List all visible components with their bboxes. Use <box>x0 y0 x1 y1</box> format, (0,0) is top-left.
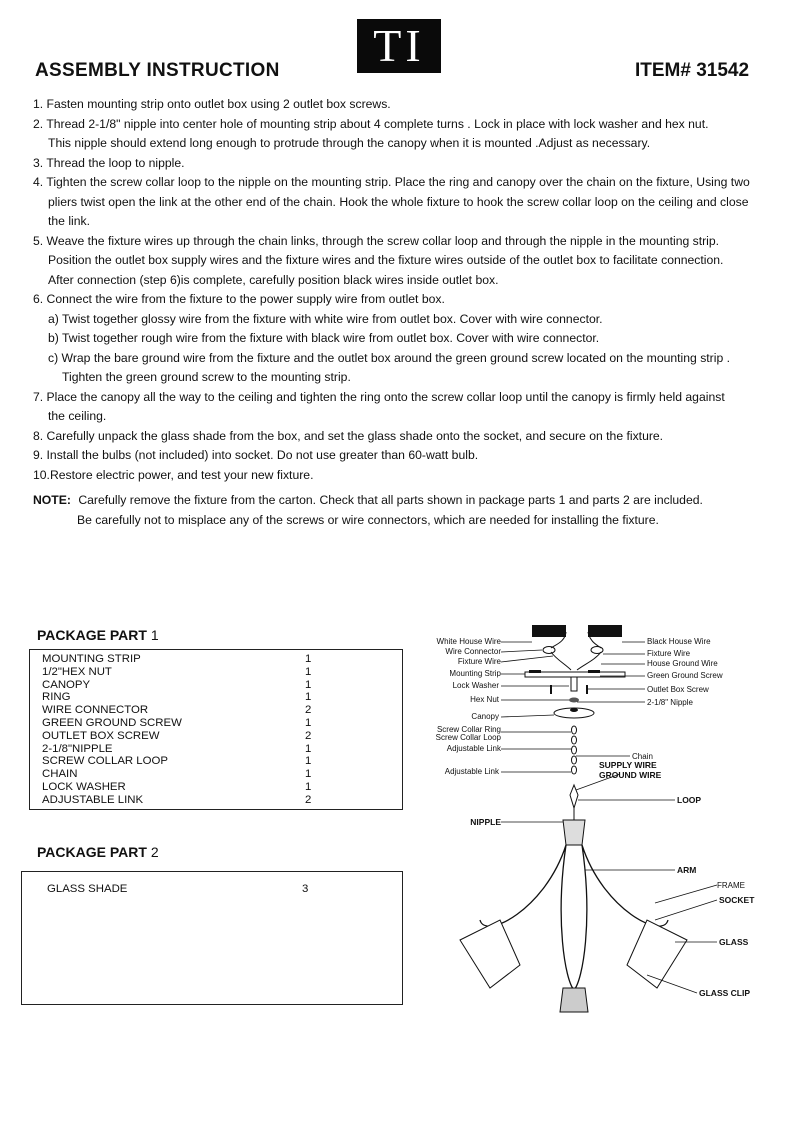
diagram-label: SOCKET <box>719 895 755 905</box>
step-line: Tighten the green ground screw to the mounting strip. <box>62 370 351 384</box>
step-line: the ceiling. <box>48 409 107 423</box>
step-line: 3. Thread the loop to nipple. <box>33 155 185 170</box>
note-text: Carefully remove the fixture from the carton. Check that all parts shown in package parts 1 and parts 2 are included. <box>78 493 703 507</box>
note-line-1 <box>33 490 703 510</box>
step-line: b) Twist together rough wire from the fixture with black wire from outlet box. Cover with wire connector. <box>48 331 600 345</box>
part-qty: 1 <box>305 678 312 691</box>
diagram-label: Black House Wire <box>647 637 711 646</box>
step-line: the link. <box>48 214 91 228</box>
chain <box>572 726 577 774</box>
package-part-label: PACKAGE PART <box>37 844 147 860</box>
bottom-finial <box>560 988 588 1012</box>
outlet-box-right <box>588 625 622 637</box>
diagram-label: Adjustable Link <box>444 767 499 776</box>
step-line: 1. Fasten mounting strip onto outlet box using 2 outlet box screws. <box>33 97 391 111</box>
brand-logo: TI <box>357 19 441 73</box>
step-line: Position the outlet box supply wires and the fixture wires and the fixture wires outside of the outlet box to facilitate connection. <box>48 253 724 267</box>
diagram-label: Lock Washer <box>452 681 499 690</box>
parts-row <box>42 653 342 666</box>
diagram-label: GROUND WIRE <box>599 770 662 780</box>
diagram-label: Fixture Wire <box>457 657 501 666</box>
diagram-label: Mounting Strip <box>449 669 501 678</box>
strip-mark <box>588 670 600 673</box>
package-part-label: PACKAGE PART <box>37 627 147 643</box>
diagram-label: House Ground Wire <box>647 659 718 668</box>
parts-row <box>42 691 342 704</box>
diagram-label: SUPPLY WIRE <box>599 760 657 770</box>
diagram-label: Wire Connector <box>445 647 501 656</box>
part-qty: 2 <box>305 729 312 742</box>
part-qty: 2 <box>305 793 312 806</box>
item-number: ITEM# 31542 <box>635 60 750 81</box>
diagram-label: NIPPLE <box>470 817 501 827</box>
part-name: ADJUSTABLE LINK <box>42 793 144 806</box>
part-name: GLASS SHADE <box>47 883 128 895</box>
package-part-2-title <box>37 844 159 860</box>
part-qty: 1 <box>305 716 312 729</box>
package-part-number: 2 <box>150 844 159 860</box>
canopy-hole <box>570 708 578 712</box>
step-line: 4. Tighten the screw collar loop to the nipple on the mounting strip. Place the ring and canopy over the chain on the fixture, Using two <box>33 175 750 189</box>
parts-row <box>42 743 342 756</box>
parts-row <box>42 704 342 717</box>
outlet-box-left <box>532 625 566 637</box>
glass-shade-right <box>627 920 687 988</box>
parts-row <box>42 781 342 794</box>
wire-connector-right <box>591 647 603 654</box>
fixture-body <box>563 820 585 845</box>
part-name: 2-1/8"NIPPLE <box>42 742 113 755</box>
step-line: 7. Place the canopy all the way to the ceiling and tighten the ring onto the screw collar loop until the canopy is firmly held against <box>33 389 725 404</box>
part-qty: 1 <box>305 742 312 755</box>
diagram-label: GLASS <box>719 937 749 947</box>
glass-shade-left <box>460 920 520 988</box>
step-line: 5. Weave the fixture wires up through the chain links, through the screw collar loop and through the nipple in the mounting strip. <box>33 233 720 248</box>
fixture-wires <box>551 652 601 670</box>
package-part-number: 1 <box>150 627 159 643</box>
parts-row <box>42 679 342 692</box>
step-line: pliers twist open the link at the other end of the chain. Hook the whole fixture to hook the screw collar loop on the ceiling and close <box>48 194 749 209</box>
part-qty: 1 <box>305 653 312 665</box>
part-name: MOUNTING STRIP <box>42 653 141 665</box>
diagram-label: Outlet Box Screw <box>647 685 709 694</box>
step-line: 9. Install the bulbs (not included) into socket. Do not use greater than 60-watt bulb. <box>33 448 479 462</box>
wire-connector-left <box>543 647 555 654</box>
parts-row <box>47 883 309 895</box>
step-line: 10.Restore electric power, and test your new fixture. <box>33 467 314 482</box>
parts-row <box>42 768 342 781</box>
diagram-label: LOOP <box>677 795 702 805</box>
parts-row <box>42 730 342 743</box>
diagram-label: Canopy <box>471 712 499 721</box>
diagram-label: Hex Nut <box>470 695 499 704</box>
note-block <box>33 490 703 530</box>
package-part-1-title <box>37 627 159 643</box>
part-name: CANOPY <box>42 678 91 691</box>
diagram-label: Screw Collar Loop <box>435 733 501 742</box>
diagram-label: Green Ground Screw <box>647 671 723 680</box>
diagram-label: GLASS CLIP <box>699 988 751 998</box>
step-line: 8. Carefully unpack the glass shade from the box, and set the glass shade onto the socket, and secure on the fixture. <box>33 428 664 443</box>
package-part-1-list <box>29 649 403 810</box>
document-title: ASSEMBLY INSTRUCTION <box>35 60 280 81</box>
step-line: After connection (step 6)is complete, carefully position black wires inside outlet box. <box>48 272 499 287</box>
diagram-label: Fixture Wire <box>647 649 691 658</box>
diagram-label: 2-1/8" Nipple <box>647 698 693 707</box>
part-name: OUTLET BOX SCREW <box>42 729 160 742</box>
fixture-diagram <box>425 620 785 1040</box>
step-line: a) Twist together glossy wire from the fixture with white wire from outlet box. Cover with wire connector. <box>48 311 603 326</box>
part-name: WIRE CONNECTOR <box>42 704 149 717</box>
step-line: This nipple should extend long enough to protrude through the canopy when it is mounted .Adjust as necessary. <box>48 136 651 150</box>
part-name: RING <box>42 691 71 704</box>
package-part-2-list <box>21 871 403 1005</box>
nipple-part <box>571 677 577 691</box>
diagram-label: White House Wire <box>436 637 501 646</box>
diagram-label: FRAME <box>717 881 745 890</box>
part-name: SCREW COLLAR LOOP <box>42 755 168 768</box>
part-qty: 1 <box>305 755 312 768</box>
part-qty: 1 <box>305 780 312 793</box>
parts-row <box>42 666 342 679</box>
step-line: 6. Connect the wire from the fixture to the power supply wire from outlet box. <box>33 292 445 306</box>
strip-mark <box>529 670 541 673</box>
diagram-label: Screw Collar Ring <box>436 725 501 734</box>
diagram-label: Chain <box>632 752 653 761</box>
part-name: GREEN GROUND SCREW <box>42 716 182 729</box>
part-qty: 1 <box>305 768 312 781</box>
parts-row <box>42 717 342 730</box>
note-label: NOTE: <box>33 493 71 507</box>
part-name: CHAIN <box>42 768 78 781</box>
parts-row <box>42 755 342 768</box>
assembly-steps <box>33 95 793 485</box>
note-line-2: Be carefully not to misplace any of the screws or wire connectors, which are needed for installing the fixture. <box>77 513 659 527</box>
step-line: 2. Thread 2-1/8" nipple into center hole of mounting strip about 4 complete turns . Lock in place with lock washer and hex nut. <box>33 116 709 131</box>
parts-row <box>42 794 342 807</box>
diagram-label: ARM <box>677 865 697 875</box>
part-name: LOCK WASHER <box>42 780 126 793</box>
part-qty: 2 <box>305 704 312 717</box>
diagram-label: Adjustable Link <box>446 744 501 753</box>
part-name: 1/2"HEX NUT <box>42 665 112 678</box>
part-qty: 1 <box>305 691 312 704</box>
part-qty: 1 <box>305 665 312 678</box>
part-qty: 3 <box>302 883 309 895</box>
step-line: c) Wrap the bare ground wire from the fixture and the outlet box around the green ground screw located on the mounting strip . <box>48 350 730 365</box>
loop-part <box>570 785 578 808</box>
